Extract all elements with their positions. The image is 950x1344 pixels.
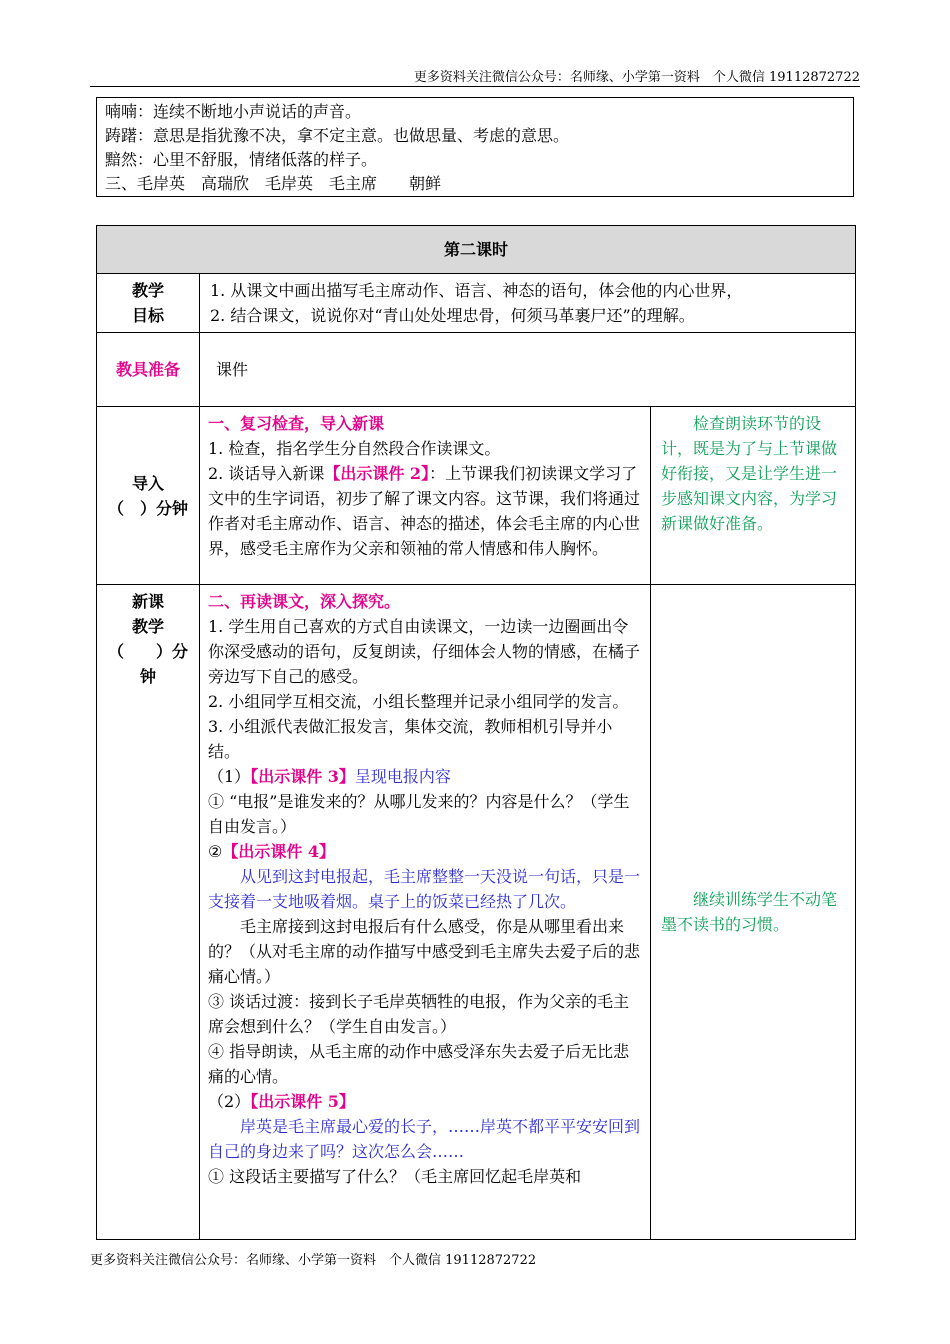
- step-number: （2）: [208, 1092, 251, 1111]
- goal-item: 1. 从课文中画出描写毛主席动作、语言、神态的语句，体会他的内心世界，: [210, 281, 743, 300]
- intro-label-line: （ ）分钟: [107, 498, 188, 518]
- courseware-tag: 【出示课件 2】: [324, 464, 430, 483]
- newlesson-question: ① 这段话主要描写了什么？（毛主席回忆起毛岸英和: [208, 1167, 582, 1186]
- newlesson-note: [651, 585, 856, 1240]
- newlesson-heading: 二、再读课文，深入探究。: [208, 592, 401, 611]
- newlesson-question: [208, 839, 644, 864]
- newlesson-label-line: 新课: [131, 592, 164, 611]
- intro-paragraph: [208, 461, 644, 561]
- courseware-tag: 【出示课件 3】: [250, 767, 355, 786]
- goal-item: 2. 结合课文，说说你对“青山处处埋忠骨，何须马革裹尸还”的理解。: [210, 306, 695, 325]
- newlesson-step: [208, 1089, 644, 1114]
- newlesson-question: ① “电报”是谁发来的？从哪儿发来的？内容是什么？（学生自由发言。）: [208, 792, 630, 836]
- tools-label: 教具准备: [97, 333, 200, 407]
- goals-label: [97, 274, 200, 333]
- text-quote: 岸英是毛主席最心爱的长子，……岸英不都平平安安回到自己的身边来了吗？这次怎么会……: [208, 1117, 641, 1161]
- vocab-line: 黯然：心里不舒服，情绪低落的样子。: [105, 150, 378, 169]
- vocabulary-box: [96, 97, 854, 197]
- newlesson-label: [97, 585, 200, 1240]
- lesson-plan-table: [96, 225, 856, 1240]
- question-number: ②: [208, 842, 223, 861]
- step-text: 呈现电报内容: [354, 767, 451, 786]
- vocab-line: 喃喃：连续不断地小声说话的声音。: [105, 102, 362, 121]
- newlesson-step: [208, 764, 644, 789]
- intro-heading: 一、复习检查，导入新课: [208, 414, 385, 433]
- newlesson-paragraph: 2. 小组同学互相交流，小组长整理并记录小组同学的发言。: [208, 692, 629, 711]
- intro-note-text: 检查朗读环节的设计，既是为了与上节课做好衔接，又是让学生进一步感知课文内容，为学习新课做好准备。: [661, 414, 838, 533]
- newlesson-content: [200, 585, 651, 1240]
- intro-label: [97, 407, 200, 585]
- vocab-line: 三、毛岸英 高瑞欣 毛岸英 毛主席 朝鲜: [105, 174, 442, 193]
- intro-note: [651, 407, 856, 585]
- newlesson-paragraph: 1. 学生用自己喜欢的方式自由读课文，一边读一边圈画出令你深受感动的语句，反复朗读，仔细体会人物的情感，在橘子旁边写下自己的感受。: [208, 617, 641, 686]
- intro-text: 2. 谈话导入新课: [208, 464, 325, 483]
- intro-text: ：上节课我们初读课文学习了文中的生字词语，初步了解了课文内容。这节课，我们将通过作者对毛主席动作、语言、神态的描述，体会毛主席的内心世界，感受毛主席作为父亲和领袖的常人情感和伟人胸怀。: [208, 464, 641, 558]
- intro-label-line: 导入: [131, 473, 164, 493]
- page-header: 更多资料关注微信公众号：名师缘、小学第一资料 个人微信 19112872722: [413, 70, 860, 85]
- goals-label-line: 目标: [131, 306, 164, 325]
- newlesson-paragraph: 毛主席接到这封电报后有什么感受，你是从哪里看出来的？（从对毛主席的动作描写中感受到毛主席失去爱子后的悲痛心情。）: [208, 917, 641, 986]
- lesson-title: 第二课时: [97, 226, 856, 274]
- header-divider: [90, 86, 860, 87]
- goals-label-line: 教学: [131, 281, 164, 300]
- intro-paragraph: 1. 检查，指名学生分自然段合作读课文。: [208, 439, 501, 458]
- newlesson-paragraph: 3. 小组派代表做汇报发言，集体交流，教师相机引导并小结。: [208, 717, 613, 761]
- newlesson-label-line: （ ）分: [107, 642, 188, 661]
- courseware-tag: 【出示课件 4】: [222, 842, 336, 861]
- text-quote: 从见到这封电报起，毛主席整整一天没说一句话，只是一支接着一支地吸着烟。桌子上的饭菜已经热了几次。: [208, 867, 641, 911]
- tools-value: 课件: [200, 333, 856, 407]
- newlesson-question: ③ 谈话过渡：接到长子毛岸英牺牲的电报，作为父亲的毛主席会想到什么？（学生自由发言。）: [208, 992, 630, 1036]
- newlesson-label-line: 钟: [139, 667, 156, 686]
- goals-content: [200, 274, 856, 333]
- newlesson-note-text: 继续训练学生不动笔墨不读书的习惯。: [661, 890, 838, 934]
- step-number: （1）: [208, 767, 251, 786]
- page-footer: 更多资料关注微信公众号：名师缘、小学第一资料 个人微信 19112872722: [90, 1253, 537, 1268]
- newlesson-label-line: 教学: [131, 617, 164, 636]
- newlesson-question: ④ 指导朗读，从毛主席的动作中感受泽东失去爱子后无比悲痛的心情。: [208, 1042, 630, 1086]
- courseware-tag: 【出示课件 5】: [250, 1092, 355, 1111]
- intro-content: [200, 407, 651, 585]
- vocab-line: 踌躇：意思是指犹豫不决，拿不定主意。也做思量、考虑的意思。: [105, 126, 570, 145]
